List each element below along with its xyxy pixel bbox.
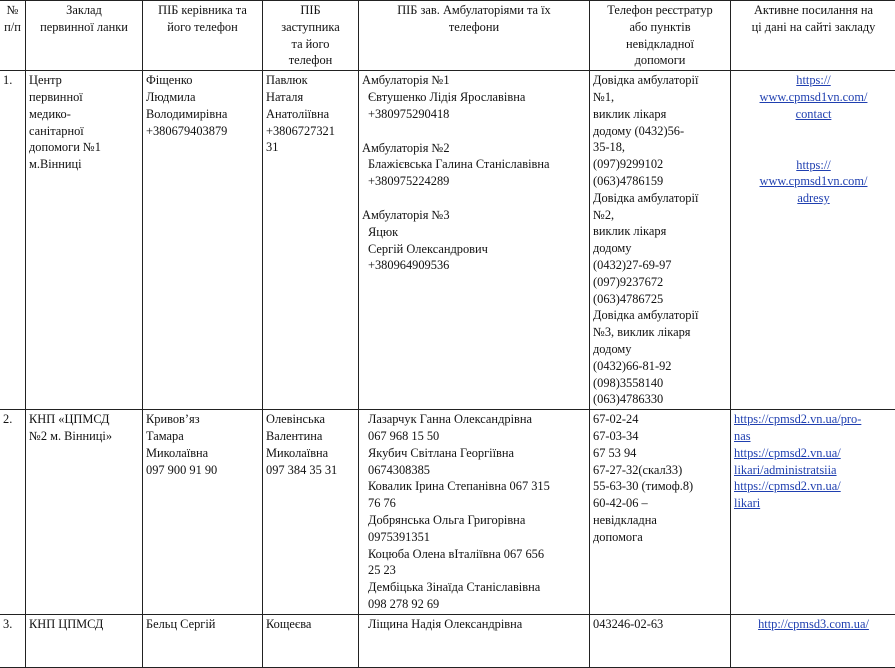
ambulatory-contact: Яцюк Сергій Олександрович +380964909536 [362, 224, 586, 274]
row-facility: Центр первинної медико- санітарної допомоги №1 м.Вінниці [26, 71, 143, 410]
row-head: Кривов’яз Тамара Миколаївна 097 900 91 90 [143, 410, 263, 615]
ambulatory-contact: Євтушенко Лідія Ярославівна +380975290418 [362, 89, 586, 123]
website-link[interactable]: https://cpmsd2.vn.ua/ likari [734, 478, 893, 512]
row-num: 2. [0, 410, 26, 615]
row-phone: Довідка амбулаторії №1, виклик лікаря додому (0432)56- 35-18, (097)9299102 (063)4786159 Довідка амбулаторії №2, виклик лікаря додому (0432)27-69-97 (097)9237672 (063)4786725 Довідка амбулаторії №3, виклик лікаря додому (0432)66-81-92 (098)3558140 (063)4786330 [590, 71, 731, 410]
row-head: Бельц Сергій [143, 614, 263, 668]
header-phone: Телефон реєстратур або пунктів невідкладної допомоги [590, 1, 731, 71]
ambulatory-block [362, 72, 586, 122]
ambulatory-block [362, 207, 586, 274]
row-links [731, 71, 895, 410]
website-link[interactable]: https://cpmsd2.vn.ua/pro- nas [734, 411, 893, 445]
row-links [731, 410, 895, 615]
row-ambulatories: Ліщина Надія Олександрівна [359, 614, 590, 668]
table-row [0, 410, 895, 615]
ambulatory-title: Амбулаторія №1 [362, 72, 586, 89]
row-num: 3. [0, 614, 26, 668]
table-row [0, 71, 895, 410]
table-row [0, 614, 895, 668]
header-links: Активне посилання на ці дані на сайті закладу [731, 1, 895, 71]
row-deputy: Олевінська Валентина Миколаївна 097 384 35 31 [263, 410, 359, 615]
row-phone: 67-02-24 67-03-34 67 53 94 67-27-32(скал33) 55-63-30 (тимоф.8) 60-42-06 – невідкладна допомога [590, 410, 731, 615]
row-ambulatories [359, 71, 590, 410]
website-link[interactable]: https:// www.cpmsd1vn.com/ adresy [734, 157, 893, 207]
row-links [731, 614, 895, 668]
row-num: 1. [0, 71, 26, 410]
row-deputy: Кощеєва [263, 614, 359, 668]
row-facility: КНП ЦПМСД [26, 614, 143, 668]
ambulatory-contact: Блажієвська Галина Станіславівна +380975224289 [362, 156, 586, 190]
website-link[interactable]: https:// www.cpmsd1vn.com/ contact [734, 72, 893, 122]
header-ambulatory: ПІБ зав. Амбулаторіями та їх телефони [359, 1, 590, 71]
header-num: № п/п [0, 1, 26, 71]
row-facility: КНП «ЦПМСД №2 м. Вінниці» [26, 410, 143, 615]
row-ambulatories: Лазарчук Ганна Олександрівна 067 968 15 50 Якубич Світлана Георгіївна 0674308385 Ковалик Ірина Степанівна 067 315 76 76 Добрянська Ольга Григорівна 0975391351 Коцюба Олена вІталіївна 067 656 25 23 Дембіцька Зінаїда Станіславівна 098 278 92 69 [359, 410, 590, 615]
ambulatory-title: Амбулаторія №3 [362, 207, 586, 224]
ambulatory-block [362, 140, 586, 190]
header-deputy: ПІБ заступника та його телефон [263, 1, 359, 71]
ambulatory-title: Амбулаторія №2 [362, 140, 586, 157]
row-deputy: Павлюк Наталя Анатоліївна +3806727321 31 [263, 71, 359, 410]
header-facility: Заклад первинної ланки [26, 1, 143, 71]
row-head: Фіщенко Людмила Володимирівна +380679403879 [143, 71, 263, 410]
header-row [0, 1, 895, 71]
website-link[interactable]: http://cpmsd3.com.ua/ [734, 616, 893, 633]
website-link[interactable]: https://cpmsd2.vn.ua/ likari/administratsiia [734, 445, 893, 479]
header-head: ПІБ керівника та його телефон [143, 1, 263, 71]
row-phone: 043246-02-63 [590, 614, 731, 668]
